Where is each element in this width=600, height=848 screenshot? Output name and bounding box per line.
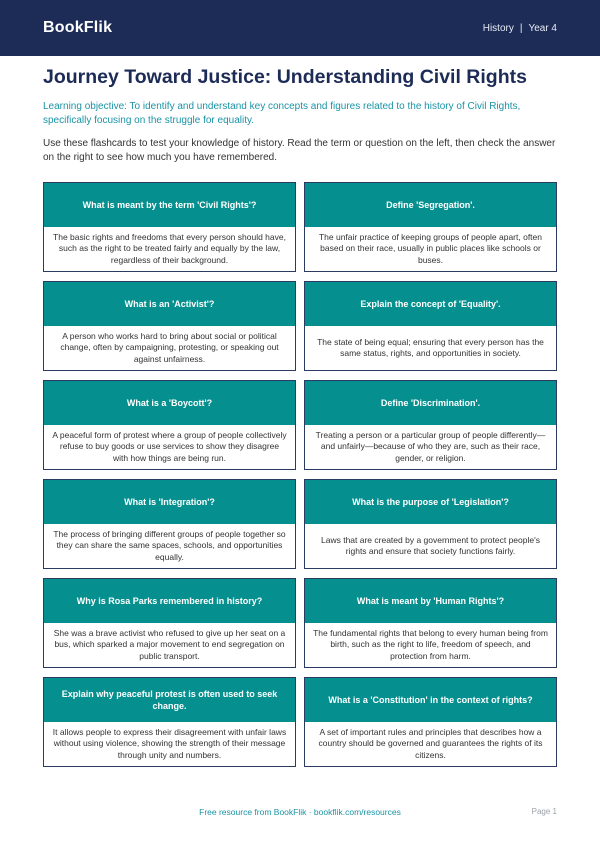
flashcard-answer: The fundamental rights that belong to every human being from birth, such as the right to life, freedom of speech, and protection from harm. [313, 627, 548, 661]
flashcard [43, 479, 296, 569]
breadcrumb-separator: | [519, 22, 523, 34]
flashcard [304, 479, 557, 569]
footer-link[interactable]: Free resource from BookFlik · bookflik.com/resources [199, 807, 401, 817]
flashcard-grid [43, 182, 557, 767]
flashcard [43, 578, 296, 668]
flashcard-question: What is a 'Boycott'? [44, 381, 295, 425]
flashcard-answer: Treating a person or a particular group of people differently—and unfairly—because of who they are, such as their race, gender, or religion. [315, 429, 546, 463]
intro-text: Use these flashcards to test your knowledge of history. Read the term or question on the left, then check the answer on the right to see how much you have remembered. [43, 138, 556, 163]
flashcard [43, 281, 296, 371]
flashcard-answer: The process of bringing different groups of people together so they can share the same spaces, schools, and opportunities equally. [53, 528, 286, 562]
flashcard-question: Explain the concept of 'Equality'. [305, 282, 556, 326]
flashcard-question: What is the purpose of 'Legislation'? [305, 480, 556, 524]
flashcard [304, 380, 557, 470]
flashcard [304, 677, 557, 767]
flashcard [304, 281, 557, 371]
flashcard-question: Define 'Discrimination'. [305, 381, 556, 425]
flashcard-answer: The basic rights and freedoms that every person should have, such as the right to be treated fairly and equally by the law, regardless of their background. [53, 231, 286, 265]
flashcard-answer: It allows people to express their disagreement with unfair laws without using violence, showing the strength of their message through unity and numbers. [52, 726, 287, 760]
flashcard-answer: The state of being equal; ensuring that every person has the same status, rights, and opportunities in society. [317, 336, 544, 358]
breadcrumb [483, 23, 557, 34]
page-footer [0, 807, 600, 821]
flashcard [304, 182, 557, 272]
flashcard-question: Why is Rosa Parks remembered in history? [44, 579, 295, 623]
flashcard-answer: A peaceful form of protest where a group of people collectively refuse to buy goods or use services to show they disagree with how things are being run. [52, 429, 287, 463]
flashcard [304, 578, 557, 668]
breadcrumb-year: Year 4 [528, 22, 557, 34]
flashcard [43, 182, 296, 272]
flashcard-answer: She was a brave activist who refused to give up her seat on a bus, which sparked a major movement to end segregation on public transport. [53, 627, 286, 661]
page-header [0, 0, 600, 56]
breadcrumb-subject: History [482, 22, 514, 34]
flashcard-answer: A set of important rules and principles that describes how a country should be governed and guarantees the rights of its citizens. [318, 726, 543, 760]
flashcard-question: What is an 'Activist'? [44, 282, 295, 326]
flashcard-question: What is meant by 'Human Rights'? [305, 579, 556, 623]
flashcard-question: What is meant by the term 'Civil Rights'? [44, 183, 295, 227]
flashcard-question: Define 'Segregation'. [305, 183, 556, 227]
brand-logo: BookFlik [43, 19, 113, 36]
page-number: Page 1 [531, 807, 557, 816]
flashcard-question: What is a 'Constitution' in the context of rights? [305, 678, 556, 722]
flashcard [43, 677, 296, 767]
learning-objective: Learning objective: To identify and understand key concepts and figures related to the history of Civil Rights, specifically focusing on the struggle for equality. [43, 101, 521, 126]
flashcard-answer: A person who works hard to bring about social or political change, often by campaigning, protesting, or speaking out against unfairness. [60, 330, 279, 364]
flashcard [43, 380, 296, 470]
flashcard-question: Explain why peaceful protest is often used to seek change. [44, 678, 295, 722]
page-title: Journey Toward Justice: Understanding Civil Rights [43, 66, 527, 88]
flashcard-answer: The unfair practice of keeping groups of people apart, often based on their race, usually in public places like schools or buses. [318, 231, 543, 265]
flashcard-answer: Laws that are created by a government to protect people's rights and ensure that society functions fairly. [321, 534, 540, 556]
flashcard-question: What is 'Integration'? [44, 480, 295, 524]
